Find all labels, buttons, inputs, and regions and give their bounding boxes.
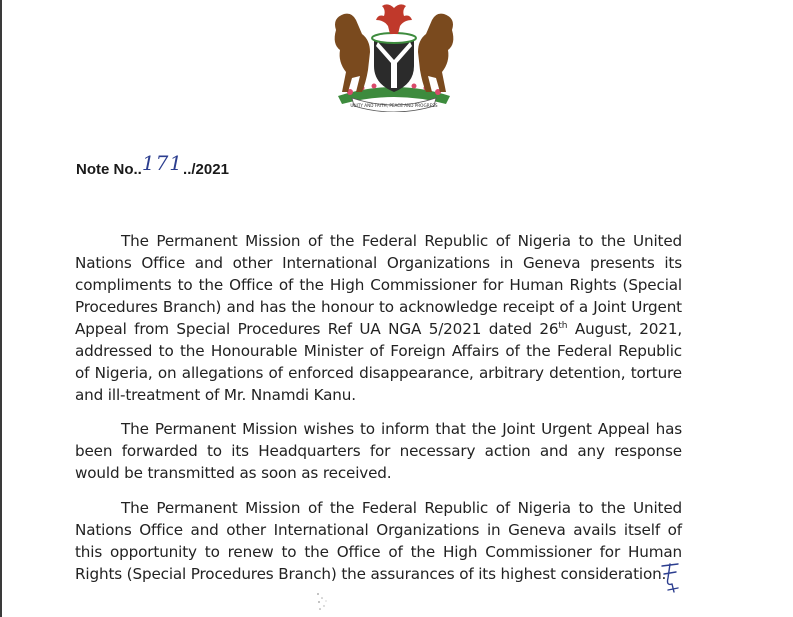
nigeria-coat-of-arms bbox=[318, 0, 470, 112]
note-year: 2021 bbox=[195, 161, 229, 178]
paragraph-forwarding bbox=[75, 418, 682, 484]
para1-text-end: August, 2021, addressed to the Honourable Minister of Foreign Affairs of the Federal Republic of Nigeria, on allegations of enforced disappearance, arbitrary detention, torture and ill-treatment of Mr. Nnamdi Kanu. bbox=[75, 320, 683, 404]
para1-text-start: The Permanent Mission of the Federal Republic of Nigeria to the United Nations Office and other International Organizations in Geneva presents its compliments to the Office of the High Commissioner for Human Rights (Special Procedures Branch) and has the honour to acknowledge receipt of a Joint Urgent Appeal from Special Procedures Ref UA NGA 5/2021 dated 26 bbox=[75, 232, 682, 338]
para1-ordinal-suffix: th bbox=[558, 320, 568, 331]
note-number-line bbox=[76, 151, 229, 179]
paragraph-closing bbox=[75, 497, 682, 585]
para2-text: The Permanent Mission wishes to inform that the Joint Urgent Appeal has been forwarded to its Headquarters for necessary action and any response would be transmitted as soon as received. bbox=[75, 420, 682, 482]
wreath bbox=[372, 33, 416, 43]
note-dots-before: .. bbox=[133, 161, 142, 178]
para3-text: The Permanent Mission of the Federal Republic of Nigeria to the United Nations Office and other International Organizations in Geneva avails itself of this opportunity to renew to the Office of the High Commissioner for Human Rights (Special Procedures Branch) the assurances of its highest consideration. bbox=[75, 499, 682, 583]
eagle bbox=[376, 4, 412, 34]
paragraph-acknowledgement bbox=[75, 230, 682, 406]
left-horse bbox=[335, 14, 370, 92]
note-label: Note No bbox=[76, 161, 134, 178]
note-dots-after: ../ bbox=[183, 161, 196, 178]
faint-mark bbox=[312, 590, 332, 612]
right-horse bbox=[418, 14, 453, 92]
motto-text: UNITY AND FAITH, PEACE AND PROGRESS bbox=[350, 103, 438, 108]
handwritten-note-number: 171 bbox=[141, 151, 184, 175]
handwritten-initials bbox=[658, 560, 684, 594]
page-edge bbox=[0, 0, 2, 617]
